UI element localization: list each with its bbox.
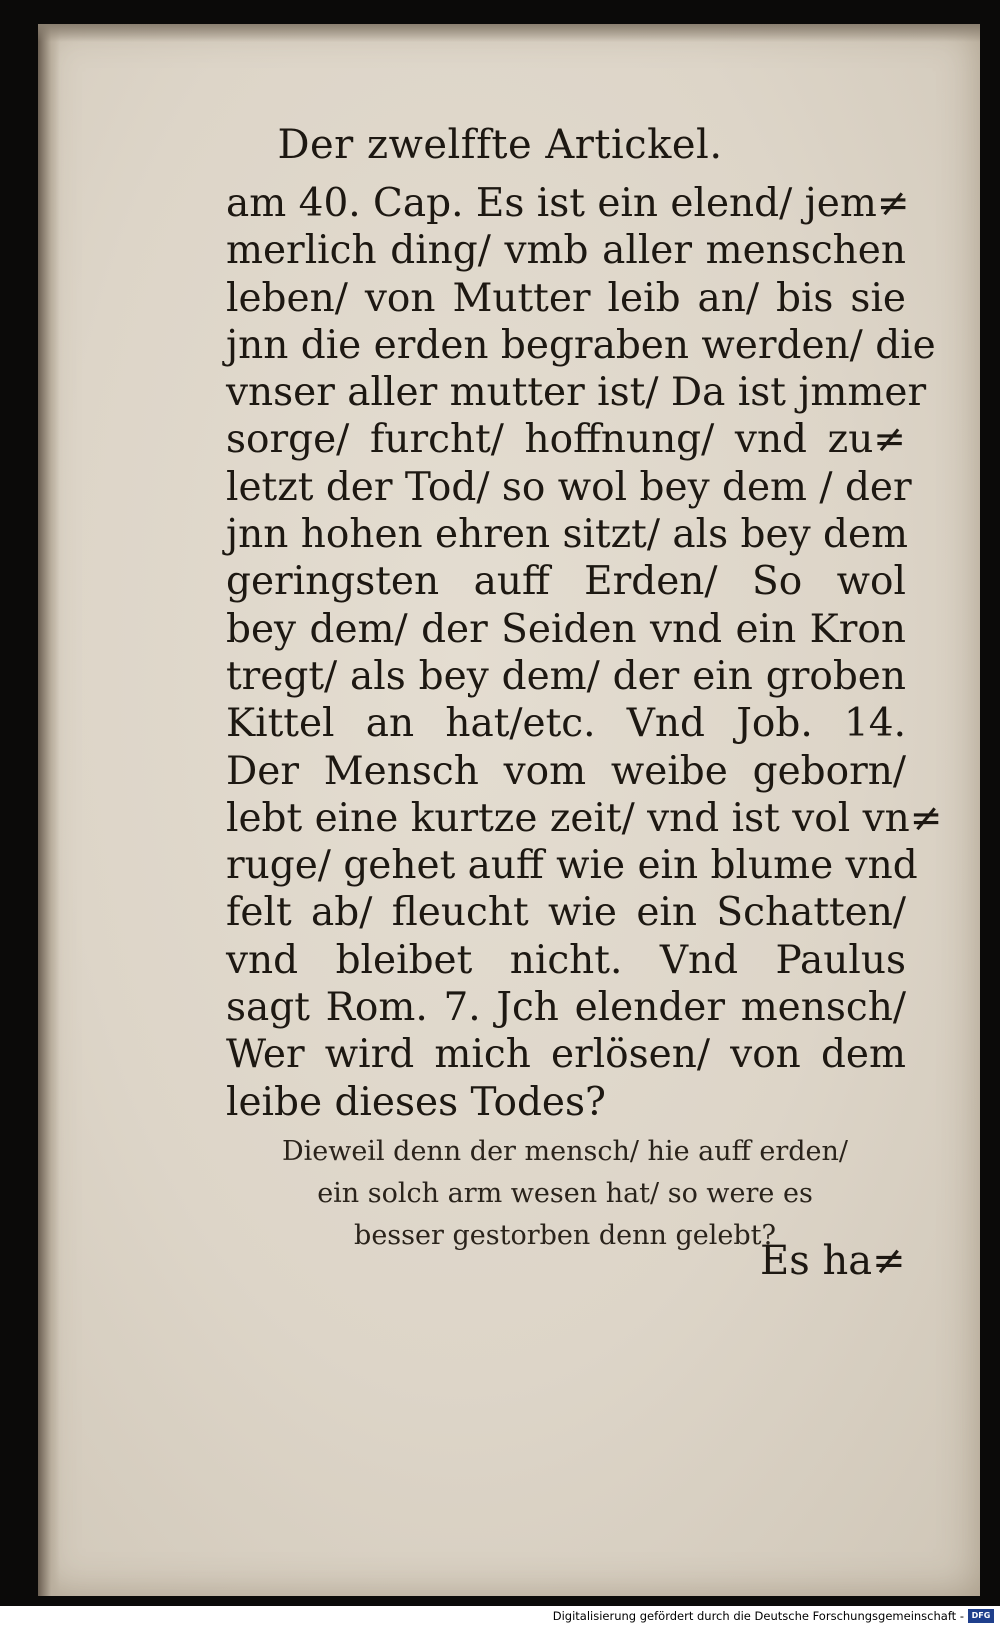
text-line: bey dem/ der Seiden vnd ein Kron xyxy=(226,606,906,652)
text-line: geringsten auff Erden/ So wol xyxy=(226,559,906,605)
text-line: tregt/ als bey dem/ der ein groben xyxy=(226,653,906,699)
caption-line: ein solch arm wesen hat/ so were es xyxy=(317,1178,813,1209)
text-line: letzt der Tod/ so wol bey dem / der xyxy=(226,464,912,510)
text-line: sagt Rom. 7. Jch elender mensch/ xyxy=(226,985,906,1031)
text-line: Wer wird mich erlösen/ von dem xyxy=(226,1032,906,1078)
text-line: am 40. Cap. Es ist ein elend/ jem≠ xyxy=(226,181,910,226)
text-line: sorge/ furcht/ hoffnung/ vnd zu≠ xyxy=(226,417,906,463)
text-line: felt ab/ fleucht wie ein Schatten/ xyxy=(226,890,906,936)
text-line: Der Mensch vom weibe geborn/ xyxy=(226,748,906,794)
text-line: merlich ding/ vmb aller menschen xyxy=(226,228,906,274)
text-line: ruge/ gehet auff wie ein blume vnd xyxy=(226,843,918,889)
text-line: leben/ von Mutter leib an/ bis sie xyxy=(226,275,906,321)
text-line: leibe dieses Todes? xyxy=(226,1079,606,1125)
text-line: vnser aller mutter ist/ Da ist jmmer xyxy=(226,370,927,416)
running-head: Der zwelffte Artickel. xyxy=(277,122,723,168)
text-line: Kittel an hat/etc. Vnd Job. 14. xyxy=(226,701,906,747)
funding-credit: Digitalisierung gefördert durch die Deutsche Forschungsgemeinschaft - xyxy=(552,1609,964,1623)
body-text xyxy=(226,180,943,1126)
digitization-footer xyxy=(0,1606,1000,1627)
caption-line: Dieweil denn der mensch/ hie auff erden/ xyxy=(281,1136,849,1167)
catchword: Es ha≠ xyxy=(760,1238,906,1284)
text-line: jnn die erden begraben werden/ die xyxy=(226,322,936,368)
dfg-logo: DFG xyxy=(968,1609,994,1623)
text-line: jnn hohen ehren sitzt/ als bey dem xyxy=(226,512,909,558)
text-line: vnd bleibet nicht. Vnd Paulus xyxy=(226,937,906,983)
text-line: lebt eine kurtze zeit/ vnd ist vol vn≠ xyxy=(226,795,943,841)
caption-line: besser gestorben denn gelebt? xyxy=(354,1220,776,1251)
